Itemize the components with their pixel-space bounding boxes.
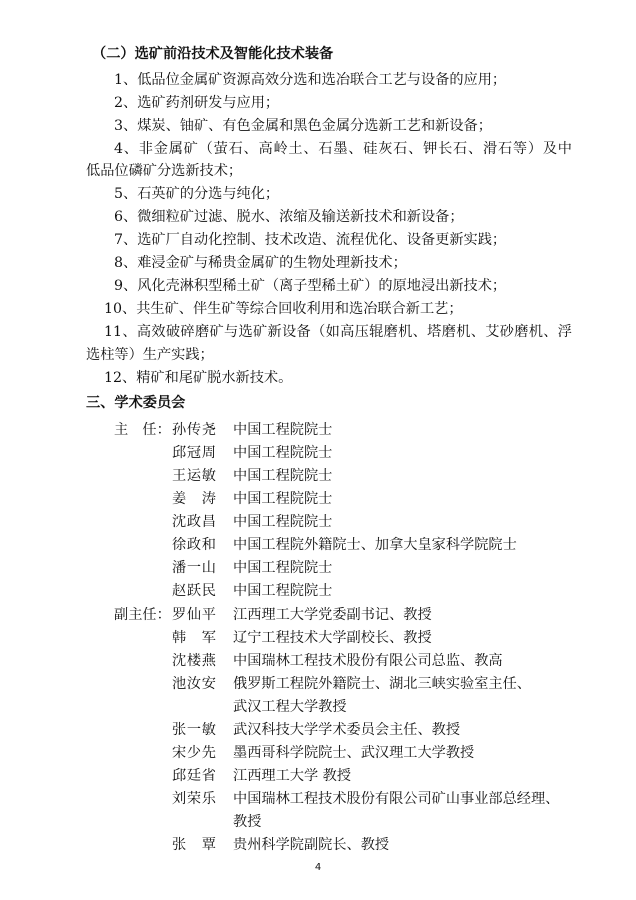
topic-item: 2、选矿药剂研发与应用； [114, 95, 280, 111]
member-name: 徐政和 [172, 537, 216, 553]
member-name: 张 覃 [172, 837, 216, 853]
topic-item: 5、石英矿的分选与纯化； [114, 186, 280, 202]
member-affiliation: 中国工程院院士 [233, 583, 333, 599]
member-name: 沈政昌 [172, 514, 216, 530]
member-affiliation: 墨西哥科学院院士、武汉理工大学教授 [233, 745, 475, 761]
topic-item: 1、低品位金属矿资源高效分选和选冶联合工艺与设备的应用； [114, 72, 507, 88]
topic-item: 12、精矿和尾矿脱水新技术。 [104, 370, 293, 386]
member-affiliation: 武汉科技大学学术委员会主任、教授 [233, 722, 461, 738]
member-name: 沈楼燕 [172, 653, 216, 669]
topic-item: 4、非金属矿（萤石、高岭土、石墨、硅灰石、钾长石、滑石等）及中 [114, 141, 572, 157]
member-affiliation: 中国瑞林工程技术股份有限公司矿山事业部总经理、 [233, 791, 560, 807]
member-name: 张一敏 [172, 722, 216, 738]
member-affiliation-continuation: 武汉工程大学教授 [233, 699, 347, 715]
topic-item: 3、煤炭、铀矿、有色金属和黑色金属分选新工艺和新设备； [114, 118, 492, 134]
member-affiliation: 江西理工大学党委副书记、教授 [233, 607, 432, 623]
member-affiliation-continuation: 教授 [233, 814, 262, 830]
member-affiliation: 中国工程院院士 [233, 422, 333, 438]
member-name: 宋少先 [172, 745, 216, 761]
member-affiliation: 中国工程院院士 [233, 560, 333, 576]
member-name: 韩 军 [172, 630, 216, 646]
member-affiliation: 辽宁工程技术大学副校长、教授 [233, 630, 432, 646]
member-affiliation: 中国工程院院士 [233, 468, 333, 484]
member-name: 姜 涛 [172, 491, 216, 507]
vice-chair-role-label: 副主任： [114, 607, 171, 623]
topic-item: 8、难浸金矿与稀贵金属矿的生物处理新技术； [114, 255, 407, 271]
member-affiliation: 中国工程院院士 [233, 491, 333, 507]
member-name: 刘荣乐 [172, 791, 216, 807]
topic-item: 6、微细粒矿过滤、脱水、浓缩及输送新技术和新设备； [114, 209, 464, 225]
topic-item-continuation: 选柱等）生产实践； [86, 347, 214, 363]
member-affiliation: 中国瑞林工程技术股份有限公司总监、教高 [233, 653, 503, 669]
member-affiliation: 中国工程院外籍院士、加拿大皇家科学院院士 [233, 537, 517, 553]
chair-role-label: 主 任： [114, 422, 171, 438]
topic-item: 10、共生矿、伴生矿等综合回收利用和选冶联合新工艺； [104, 301, 463, 317]
page-number: 4 [314, 862, 322, 873]
committee-heading: 三、学术委员会 [86, 395, 186, 411]
member-affiliation: 中国工程院院士 [233, 445, 333, 461]
member-affiliation: 贵州科学院副院长、教授 [233, 837, 390, 853]
member-name: 邱冠周 [172, 445, 216, 461]
member-name: 赵跃民 [172, 583, 216, 599]
topic-item: 9、风化壳淋积型稀土矿（离子型稀土矿）的原地浸出新技术； [114, 278, 507, 294]
member-name: 王运敏 [172, 468, 216, 484]
member-affiliation: 江西理工大学 教授 [233, 768, 352, 784]
member-name: 孙传尧 [172, 422, 216, 438]
topic-item: 11、高效破碎磨矿与选矿新设备（如高压辊磨机、塔磨机、艾砂磨机、浮 [104, 324, 572, 340]
member-name: 邱廷省 [172, 768, 216, 784]
member-name: 池汝安 [172, 676, 216, 692]
member-affiliation: 俄罗斯工程院外籍院士、湖北三峡实验室主任、 [233, 676, 531, 692]
topic-item-continuation: 低品位磷矿分选新技术； [86, 163, 243, 179]
member-name: 罗仙平 [172, 607, 216, 623]
topic-item: 7、选矿厂自动化控制、技术改造、流程优化、设备更新实践； [114, 232, 507, 248]
member-affiliation: 中国工程院院士 [233, 514, 333, 530]
member-name: 潘一山 [172, 560, 216, 576]
section-heading: （二）选矿前沿技术及智能化技术装备 [92, 46, 334, 62]
